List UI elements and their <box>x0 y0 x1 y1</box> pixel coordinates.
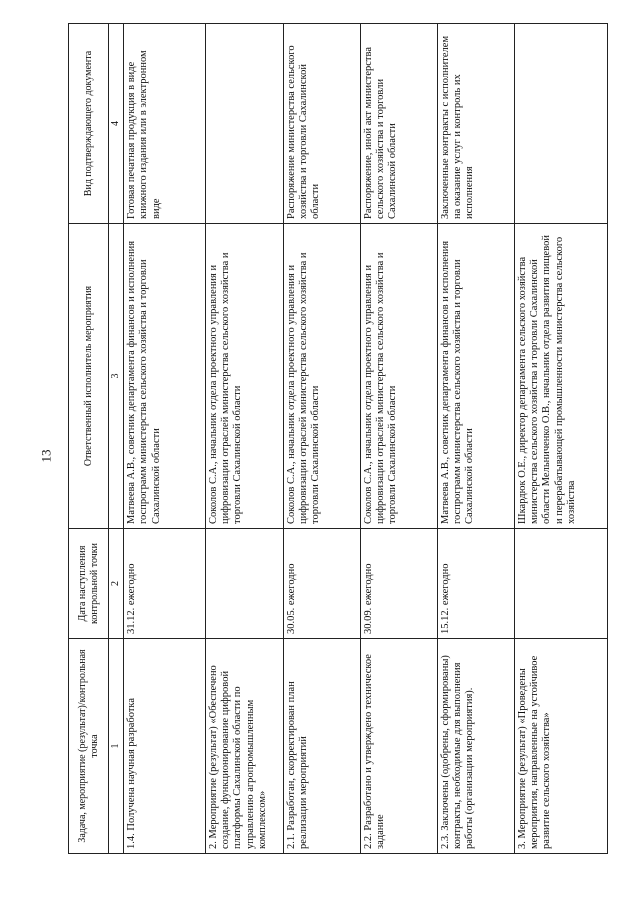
document-cell <box>514 24 607 224</box>
document-cell: Распоряжение министерства сельского хозяйства и торговли Сахалинской области <box>283 24 360 224</box>
executor-cell: Матвеева А.В., советник департамента финансов и исполнения госпрограмм министерства сельского хозяйства и торговли Сахалинской области <box>437 224 514 529</box>
table-row <box>360 24 437 854</box>
column-number: 4 <box>109 24 124 224</box>
table-row <box>514 24 607 854</box>
date-cell: 30.09. ежегодно <box>360 529 437 639</box>
document-cell <box>205 24 283 224</box>
column-number: 1 <box>109 639 124 854</box>
header-document: Вид подтверждающего документа <box>69 24 109 224</box>
column-number: 2 <box>109 529 124 639</box>
executor-cell: Соколов С.А., начальник отдела проектного управления и цифровизации отраслей министерства сельского хозяйства и торговли Сахалинской области <box>283 224 360 529</box>
task-cell: 2.1. Разработан, скорректирован план реализации мероприятий <box>283 639 360 854</box>
task-cell: 2.2. Разработано и утверждено техническое задание <box>360 639 437 854</box>
table-header-row <box>69 24 109 854</box>
task-cell: 3. Мероприятие (результат) «Проведены мероприятия, направленные на устойчивое развитие сельского хозяйства» <box>514 639 607 854</box>
table-row <box>283 24 360 854</box>
executor-cell: Соколов С.А., начальник отдела проектного управления и цифровизации отраслей министерства сельского хозяйства и торговли Сахалинской области <box>205 224 283 529</box>
header-executor: Ответственный исполнитель мероприятия <box>69 224 109 529</box>
table-row <box>124 24 206 854</box>
table-row <box>437 24 514 854</box>
header-task: Задача, мероприятие (результат)/контрольная точка <box>69 639 109 854</box>
date-cell <box>514 529 607 639</box>
column-number-row <box>109 24 124 854</box>
document-cell: Заключенные контракты с исполнителем на оказание услуг и контроль их исполнения <box>437 24 514 224</box>
executor-cell: Соколов С.А., начальник отдела проектного управления и цифровизации отраслей министерства сельского хозяйства и торговли Сахалинской области <box>360 224 437 529</box>
document-cell: Распоряжение, иной акт министерства сельского хозяйства и торговли Сахалинской области <box>360 24 437 224</box>
task-cell: 2.3. Заключены (одобрены, сформированы) контракты, необходимые для выполнения работы (организации мероприятия). <box>437 639 514 854</box>
document-cell: Готовая печатная продукция в виде книжного издания или в электронном виде <box>124 24 206 224</box>
date-cell <box>205 529 283 639</box>
page-number: 13 <box>38 449 54 463</box>
task-cell: 2. Мероприятие (результат) «Обеспечено создание, функционирование цифровой платформы Сахалинской области по управлению агропромышленным комплексом» <box>205 639 283 854</box>
activities-table <box>68 23 608 854</box>
executor-cell: Шкардюк О.Е., директор департамента сельского хозяйства министерства сельского хозяйства и торговли Сахалинской области Мельниченко О.В., начальник отдела развития пищевой и перерабатывающей промышленности министерства сельского хозяйства <box>514 224 607 529</box>
executor-cell: Матвеева А.В., советник департамента финансов и исполнения госпрограмм министерства сельского хозяйства и торговли Сахалинской области <box>124 224 206 529</box>
header-date: Дата наступления контрольной точки <box>69 529 109 639</box>
table-row <box>205 24 283 854</box>
date-cell: 30.05. ежегодно <box>283 529 360 639</box>
date-cell: 31.12. ежегодно <box>124 529 206 639</box>
document-table-wrapper <box>68 24 608 854</box>
column-number: 3 <box>109 224 124 529</box>
task-cell: 1.4. Получена научная разработка <box>124 639 206 854</box>
date-cell: 15.12. ежегодно <box>437 529 514 639</box>
